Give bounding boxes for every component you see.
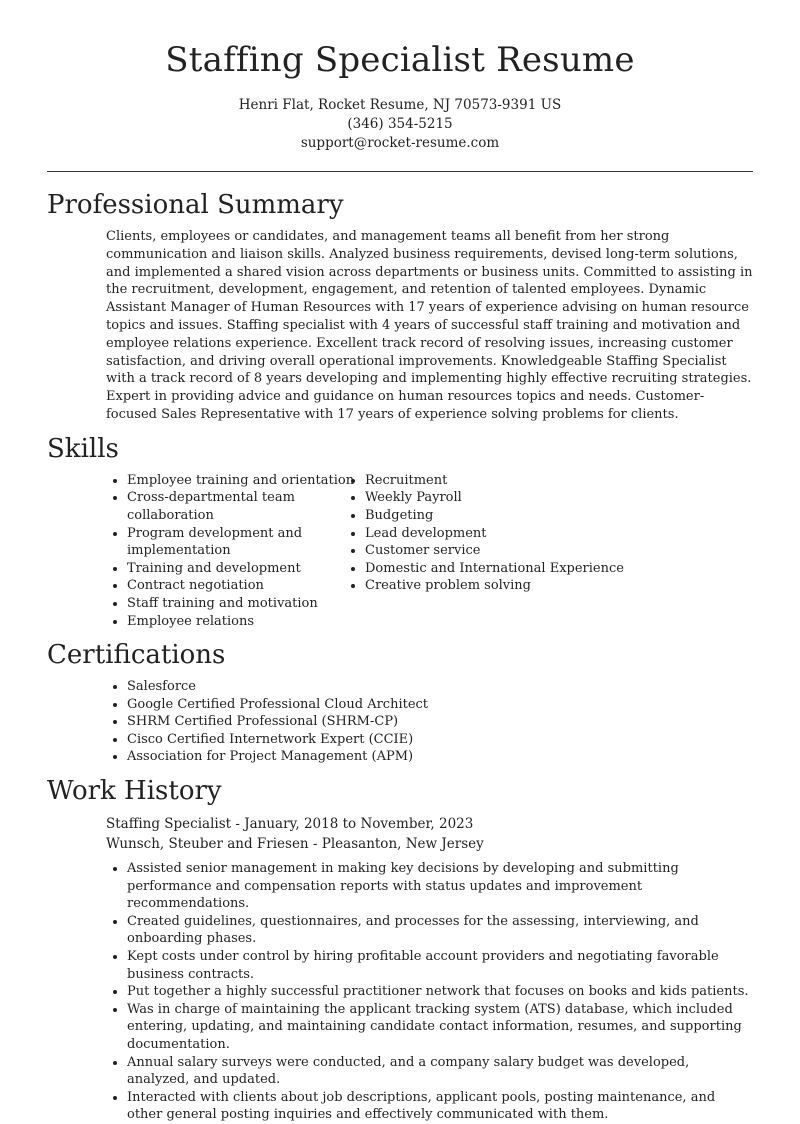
skill-item: • Training and development [127,560,365,578]
skill-item: • Employee relations [127,613,365,631]
job-duty-item: • Assisted senior management in making key decisions by developing and submitting performance and compensation reports with status updates and improvement recommendations. [127,860,753,913]
skills-section [47,434,753,630]
skills-column-left [47,472,365,630]
certification-item: • SHRM Certified Professional (SHRM-CP) [127,713,753,731]
job-duties-list [47,860,753,1124]
job-duty-item: • Was in charge of maintaining the applicant tracking system (ATS) database, which included entering, updating, and maintaining candidate contact information, resumes, and supporting documentation. [127,1001,753,1054]
skills-grid [47,472,753,630]
job-duty-item: • Annual salary surveys were conducted, and a company salary budget was developed, analyzed, and updated. [127,1054,753,1089]
summary-heading: Professional Summary [47,190,344,220]
skill-item: • Contract negotiation [127,577,365,595]
skill-item: • Cross-departmental team collaboration [127,489,365,524]
skill-item: • Creative problem solving [365,577,624,595]
contact-phone: (346) 354-5215 [347,116,453,132]
skill-item: • Employee training and orientation [127,472,365,490]
certification-item: • Salesforce [127,678,753,696]
work-history-heading: Work History [47,776,222,807]
skills-list-left [47,472,365,630]
job-duty-item: • Created guidelines, questionnaires, and processes for the assessing, interviewing, and onboarding phases. [127,913,753,948]
skill-item: • Customer service [365,542,624,560]
skill-item: • Budgeting [365,507,624,525]
work-history-section [47,776,753,1124]
certifications-list [47,678,753,766]
summary-text: Clients, employees or candidates, and management teams all benefit from her strong communication and liaison skills. Analyzed business requirements, devised long-term solutions, and implemented a shared vision across departments or business units. Committed to assisting in the recruitment, development, engagement, and retention of talented employees. Dynamic Assistant Manager of Human Resources with 17 years of experience advising on human resource topics and issues. Staffing specialist with 4 years of successful staff training and motivation and employee relations experience. Excellent track record of resolving issues, increasing customer satisfaction, and driving overall operational improvements. Knowledgeable Staffing Specialist with a track record of 8 years developing and implementing highly effective recruiting strategies. Expert in providing advice and guidance on human resources topics and needs. Customer-focused Sales Representative with 17 years of experience solving problems for clients. [106,229,753,422]
certification-item: • Cisco Certified Internetwork Expert (CCIE) [127,731,753,749]
job-company-location: Wunsch, Steuber and Friesen - Pleasanton, New Jersey [106,836,484,853]
skill-item: • Domestic and International Experience [365,560,624,578]
resume-header [0,0,800,153]
certification-item: • Google Certified Professional Cloud Architect [127,696,753,714]
header-divider [47,171,753,172]
skills-column-right [365,472,624,630]
job-title-dates: Staffing Specialist - January, 2018 to November, 2023 [106,816,474,833]
skill-item: • Staff training and motivation [127,595,365,613]
certifications-heading: Certifications [47,640,226,671]
skill-item: • Lead development [365,525,624,543]
skill-item: • Program development and implementation [127,525,365,560]
contact-block [0,96,800,153]
certifications-section [47,640,753,766]
job-duty-item: • Kept costs under control by hiring profitable account providers and negotiating favorable business contracts. [127,948,753,983]
skills-list-right [365,472,624,595]
summary-section [47,190,753,424]
skills-heading: Skills [47,433,119,464]
skill-item: • Recruitment [365,472,624,490]
contact-address: Henri Flat, Rocket Resume, NJ 70573-9391 US [238,97,562,113]
contact-email: support@rocket-resume.com [300,135,500,151]
certification-item: • Association for Project Management (APM) [127,748,753,766]
skill-item: • Weekly Payroll [365,489,624,507]
job-duty-item: • Put together a highly successful practitioner network that focuses on books and kids patients. [127,983,753,1001]
resume-title: Staffing Specialist Resume [165,40,635,80]
job-duty-item: • Interacted with clients about job descriptions, applicant pools, posting maintenance, and other general posting inquiries and effectively communicated with them. [127,1089,753,1124]
